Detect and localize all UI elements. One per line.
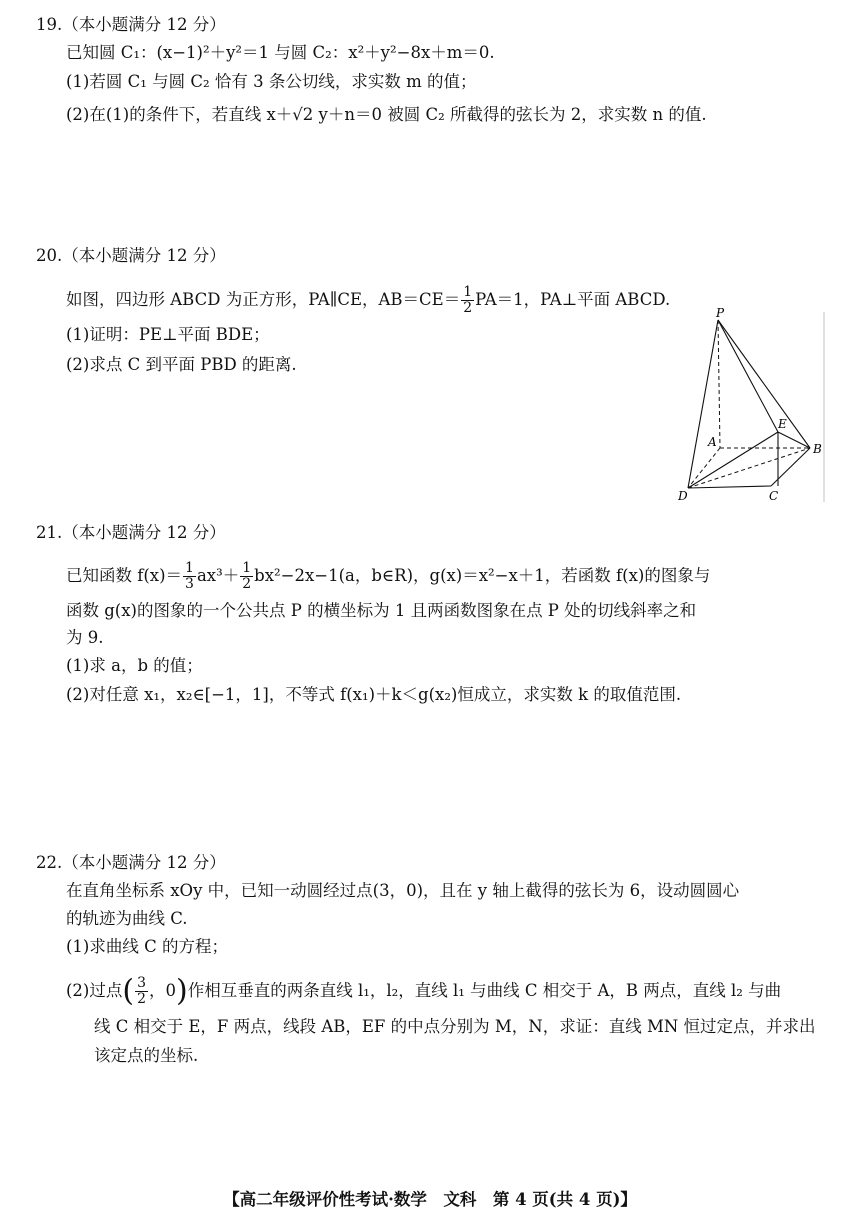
pyramid-figure: [676, 308, 828, 506]
q21-header: 21.（本小题满分 12 分）: [36, 523, 226, 542]
fraction-one-half: [240, 561, 253, 592]
label-E: E: [778, 417, 787, 431]
q22-part-2: [66, 973, 782, 1009]
edge-AD: [688, 448, 720, 488]
label-C: C: [769, 489, 779, 503]
q22-part-2-c: 作相互垂直的两条直线 l₁，l₂，直线 l₁ 与曲线 C 相交于 A，B 两点，直线 l₂ 与曲: [187, 981, 782, 1000]
edge-DB: [688, 448, 810, 488]
q19-part-2: (2)在(1)的条件下，若直线 x＋√2 y＋n＝0 被圆 C₂ 所截得的弦长为 2，求实数 n 的值.: [66, 105, 707, 124]
fraction-three-halves: [135, 976, 148, 1007]
q21-part-2: (2)对任意 x₁，x₂∈[−1，1]，不等式 f(x₁)＋k＜g(x₂)恒成立，求实数 k 的取值范围.: [66, 685, 682, 704]
q20-part-2: (2)求点 C 到平面 PBD 的距离.: [66, 355, 297, 374]
q20-header: 20.（本小题满分 12 分）: [36, 246, 226, 265]
fraction-denominator: 2: [242, 576, 252, 592]
q22-part-1: (1)求曲线 C 的方程；: [66, 937, 228, 956]
q21-line-1-a: 已知函数 f(x)＝: [66, 566, 183, 585]
label-B: B: [813, 442, 822, 456]
q19-header: 19.（本小题满分 12 分）: [36, 15, 226, 34]
page-footer: 【高二年级评价性考试·数学 文科 第 4 页(共 4 页)】: [223, 1190, 637, 1209]
edge-PD: [688, 320, 718, 488]
q21-part-1: (1)求 a，b 的值；: [66, 656, 203, 675]
left-paren: (: [122, 973, 135, 1009]
fraction-numerator: 1: [463, 284, 473, 300]
label-P: P: [716, 308, 725, 320]
right-paren: ): [176, 973, 188, 1009]
edge-PB: [718, 320, 810, 448]
fraction-one-third: [183, 561, 196, 592]
q21-line-1-c: bx²−2x−1(a，b∈R)，g(x)＝x²−x＋1，若函数 f(x)的图象与: [254, 566, 711, 585]
q19-line-1: 已知圆 C₁：(x−1)²＋y²＝1 与圆 C₂：x²＋y²−8x＋m＝0.: [66, 43, 495, 62]
edge-DE: [688, 432, 778, 488]
q21-line-1: [66, 561, 710, 592]
edge-PE: [718, 320, 778, 432]
edge-PA: [718, 320, 720, 448]
fraction-numerator: 1: [242, 560, 252, 576]
fraction-denominator: 3: [185, 576, 194, 592]
edge-EB: [778, 432, 810, 448]
q19-part-1: (1)若圆 C₁ 与圆 C₂ 恰有 3 条公切线，求实数 m 的值；: [66, 72, 477, 91]
q20-line-1-b: PA＝1，PA⊥平面 ABCD.: [475, 290, 671, 309]
q22-line-2: 的轨迹为曲线 C.: [66, 909, 188, 928]
edge-CB: [771, 448, 810, 486]
q22-line-6: 该定点的坐标.: [94, 1046, 199, 1065]
q22-part-2-a: (2)过点: [66, 981, 123, 1000]
q20-line-1: [66, 285, 670, 316]
q22-part-2-b: ，0: [149, 981, 177, 1000]
q20-part-1: (1)证明：PE⊥平面 BDE；: [66, 325, 270, 344]
label-A: A: [708, 435, 717, 449]
q21-line-1-b: ax³＋: [196, 566, 240, 585]
fraction-denominator: 2: [137, 991, 147, 1007]
fraction-numerator: 1: [185, 560, 194, 576]
q21-line-3: 为 9.: [66, 628, 104, 647]
fraction-denominator: 2: [463, 300, 473, 316]
q22-line-1: 在直角坐标系 xOy 中，已知一动圆经过点(3，0)，且在 y 轴上截得的弦长为 6，设动圆圆心: [66, 881, 740, 900]
q22-header: 22.（本小题满分 12 分）: [36, 853, 226, 872]
fraction-half: [461, 285, 474, 316]
q21-line-2: 函数 g(x)的图象的一个公共点 P 的横坐标为 1 且两函数图象在点 P 处的切线斜率之和: [66, 601, 697, 620]
edge-DC: [688, 486, 771, 488]
fraction-numerator: 3: [137, 975, 147, 991]
q20-line-1-a: 如图，四边形 ABCD 为正方形，PA∥CE，AB＝CE＝: [66, 290, 461, 309]
q22-line-5: 线 C 相交于 E，F 两点，线段 AB，EF 的中点分别为 M，N，求证：直线 MN 恒过定点，并求出: [94, 1017, 816, 1036]
label-D: D: [678, 489, 688, 503]
